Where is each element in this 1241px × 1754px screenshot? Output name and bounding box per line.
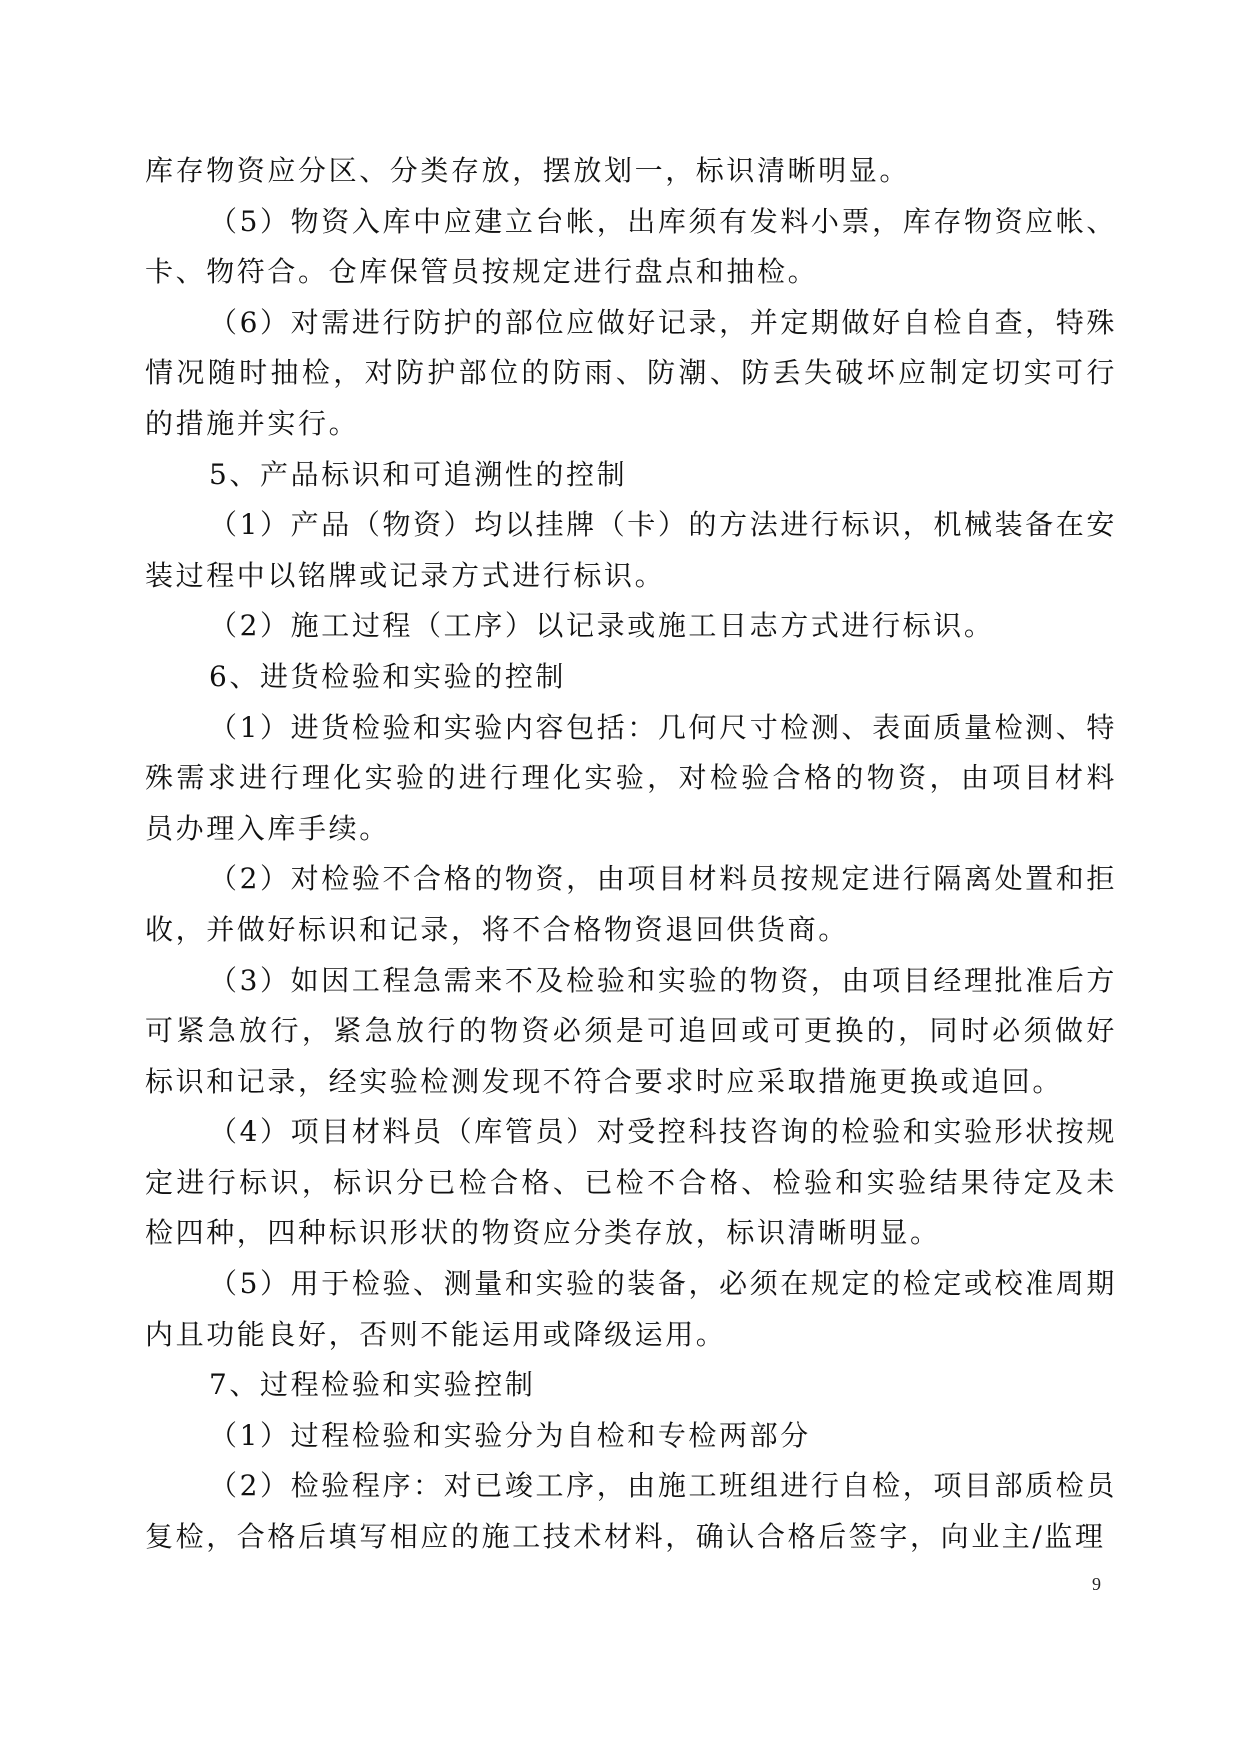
document-body xyxy=(145,146,1117,1563)
paragraph: （6）对需进行防护的部位应做好记录，并定期做好自检自查，特殊情况随时抽检，对防护部位的防雨、防潮、防丢失破坏应制定切实可行的措施并实行。 xyxy=(145,305,1117,440)
paragraph: （1）过程检验和实验分为自检和专检两部分 xyxy=(209,1418,811,1452)
section-heading: 7、过程检验和实验控制 xyxy=(209,1368,536,1402)
paragraph: （1）产品（物资）均以挂牌（卡）的方法进行标识，机械装备在安装过程中以铭牌或记录方式进行标识。 xyxy=(145,508,1117,592)
paragraph: （5）物资入库中应建立台帐，出库须有发料小票，库存物资应帐、卡、物符合。仓库保管员按规定进行盘点和抽检。 xyxy=(145,204,1117,289)
section-heading: 5、产品标识和可追溯性的控制 xyxy=(209,457,628,491)
paragraph: （5）用于检验、测量和实验的装备，必须在规定的检定或校准周期内且功能良好，否则不能运用或降级运用。 xyxy=(145,1267,1117,1351)
paragraph: （2）检验程序：对已竣工序，由施工班组进行自检，项目部质检员复检，合格后填写相应的施工技术材料，确认合格后签字，向业主/监理 xyxy=(145,1469,1117,1554)
paragraph: 库存物资应分区、分类存放，摆放划一，标识清晰明显。 xyxy=(145,154,911,187)
paragraph: （2）对检验不合格的物资，由项目材料员按规定进行隔离处置和拒收，并做好标识和记录，将不合格物资退回供货商。 xyxy=(145,862,1117,946)
paragraph: （4）项目材料员（库管员）对受控科技咨询的检验和实验形状按规定进行标识，标识分已检合格、已检不合格、检验和实验结果待定及未检四种，四种标识形状的物资应分类存放，标识清晰明显。 xyxy=(145,1115,1117,1250)
paragraph: （1）进货检验和实验内容包括：几何尺寸检测、表面质量检测、特殊需求进行理化实验的进行理化实验，对检验合格的物资，由项目材料员办理入库手续。 xyxy=(145,710,1117,845)
page-number: 9 xyxy=(1092,1574,1101,1594)
paragraph: （2）施工过程（工序）以记录或施工日志方式进行标识。 xyxy=(209,609,995,643)
paragraph: （3）如因工程急需来不及检验和实验的物资，由项目经理批准后方可紧急放行，紧急放行的物资必须是可追回或可更换的，同时必须做好标识和记录，经实验检测发现不符合要求时应采取措施更换或追回。 xyxy=(145,963,1117,1098)
section-heading: 6、进货检验和实验的控制 xyxy=(209,659,567,693)
